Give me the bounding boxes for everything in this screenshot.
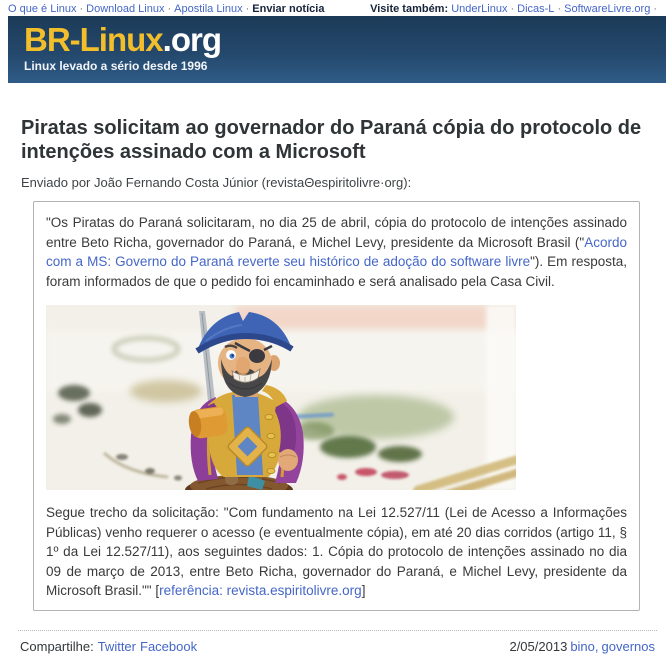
quote-paragraph-1	[46, 213, 627, 291]
post-meta	[509, 639, 655, 654]
top-navigation-bar	[0, 0, 666, 16]
quote-text: ]	[361, 583, 366, 598]
visit-also-label: Visite também:	[370, 3, 449, 15]
nav-link-softwarelivre-org[interactable]: SoftwareLivre.org	[564, 3, 651, 15]
nav-link-o-que-e-linux[interactable]: O que é Linux	[8, 3, 77, 15]
red-paint-mark	[337, 474, 347, 480]
vest-button	[265, 414, 273, 419]
nav-link-apostila-linux[interactable]: Apostila Linux	[174, 3, 243, 15]
pirate-figurine-photo	[46, 305, 516, 490]
share-link-twitter[interactable]: Twitter	[97, 638, 136, 654]
dark-paint-blob	[58, 385, 90, 401]
quote-box	[33, 201, 640, 611]
author-link-bino[interactable]: bino	[570, 638, 595, 654]
quote-text: "Os Piratas do Paraná solicitaram, no dia 25 de abril, cópia do protocolo de intenções assinado entre Beto Richa, governador do Paraná, e Michel Levy, presidente da Microsoft Brasil ("	[46, 215, 627, 250]
nav-link-enviar-noticia[interactable]: Enviar notícia	[252, 3, 325, 15]
article-footer	[18, 630, 657, 654]
eye-patch	[249, 349, 265, 363]
nav-separator: ·	[167, 3, 172, 15]
nav-separator: ·	[79, 3, 84, 15]
nav-separator: ·	[245, 3, 250, 15]
share-bar	[20, 639, 197, 654]
share-label: Compartilhe:	[20, 638, 94, 654]
category-link-governos[interactable]: governos	[601, 638, 655, 654]
site-header	[8, 16, 666, 83]
share-link-facebook[interactable]: Facebook	[140, 638, 198, 654]
nav-separator: ·	[510, 3, 515, 15]
site-logo[interactable]	[24, 22, 666, 58]
site-logo-suffix: .org	[162, 21, 221, 58]
visit-also-links	[370, 3, 660, 16]
quote-paragraph-2	[46, 503, 627, 601]
quote-text: Segue trecho da solicitação: "Com fundamento na Lei 12.527/11 (Lei de Acesso a Informações Públicas) venho requerer o acesso (e eventualmente cópia), em até 20 dias corridos (artigo 11, § 1º da Lei 12.527/11), aos seguintes dados: 1. Cópia do protocolo de intenções assinado no dia 09 de março de 2013, entre Beto Richa, governador do Paraná, e Michel Levy, presidente da Microsoft Brasil."" [	[46, 505, 627, 598]
tan-smudge	[130, 380, 202, 402]
article-link-acordo-ms[interactable]: Acordo com a MS: Governo do Paraná reverte seu histórico de adoção do software livre	[46, 234, 627, 269]
post-date: 2/05/2013	[509, 638, 568, 654]
site-nav-links	[8, 3, 324, 16]
article-byline: Enviado por João Fernando Costa Júnior (revistaΘespiritolivre·org):	[21, 175, 412, 190]
nav-separator: ·	[653, 3, 657, 15]
article-link-referencia[interactable]: referência: revista.espiritolivre.org	[159, 583, 362, 598]
nav-link-download-linux[interactable]: Download Linux	[86, 3, 165, 15]
quote-text: "). Em resposta, foram informados de que o pedido foi encaminhado e será analisado pela Casa Civil.	[46, 254, 627, 289]
nav-separator: ·	[557, 3, 562, 15]
article-title: Piratas solicitam ao governador do Paraná cópia do protocolo de intenções assinado com a Microsoft	[21, 117, 642, 163]
site-logo-primary: BR-Linux	[24, 21, 163, 58]
article	[0, 116, 666, 611]
site-tagline: Linux levado a sério desde 1996	[24, 59, 208, 73]
nav-link-dicas-l[interactable]: Dicas-L	[517, 3, 555, 15]
nav-link-underlinux[interactable]: UnderLinux	[451, 3, 508, 15]
meta-separator: ,	[594, 638, 599, 654]
left-fist	[278, 449, 298, 471]
